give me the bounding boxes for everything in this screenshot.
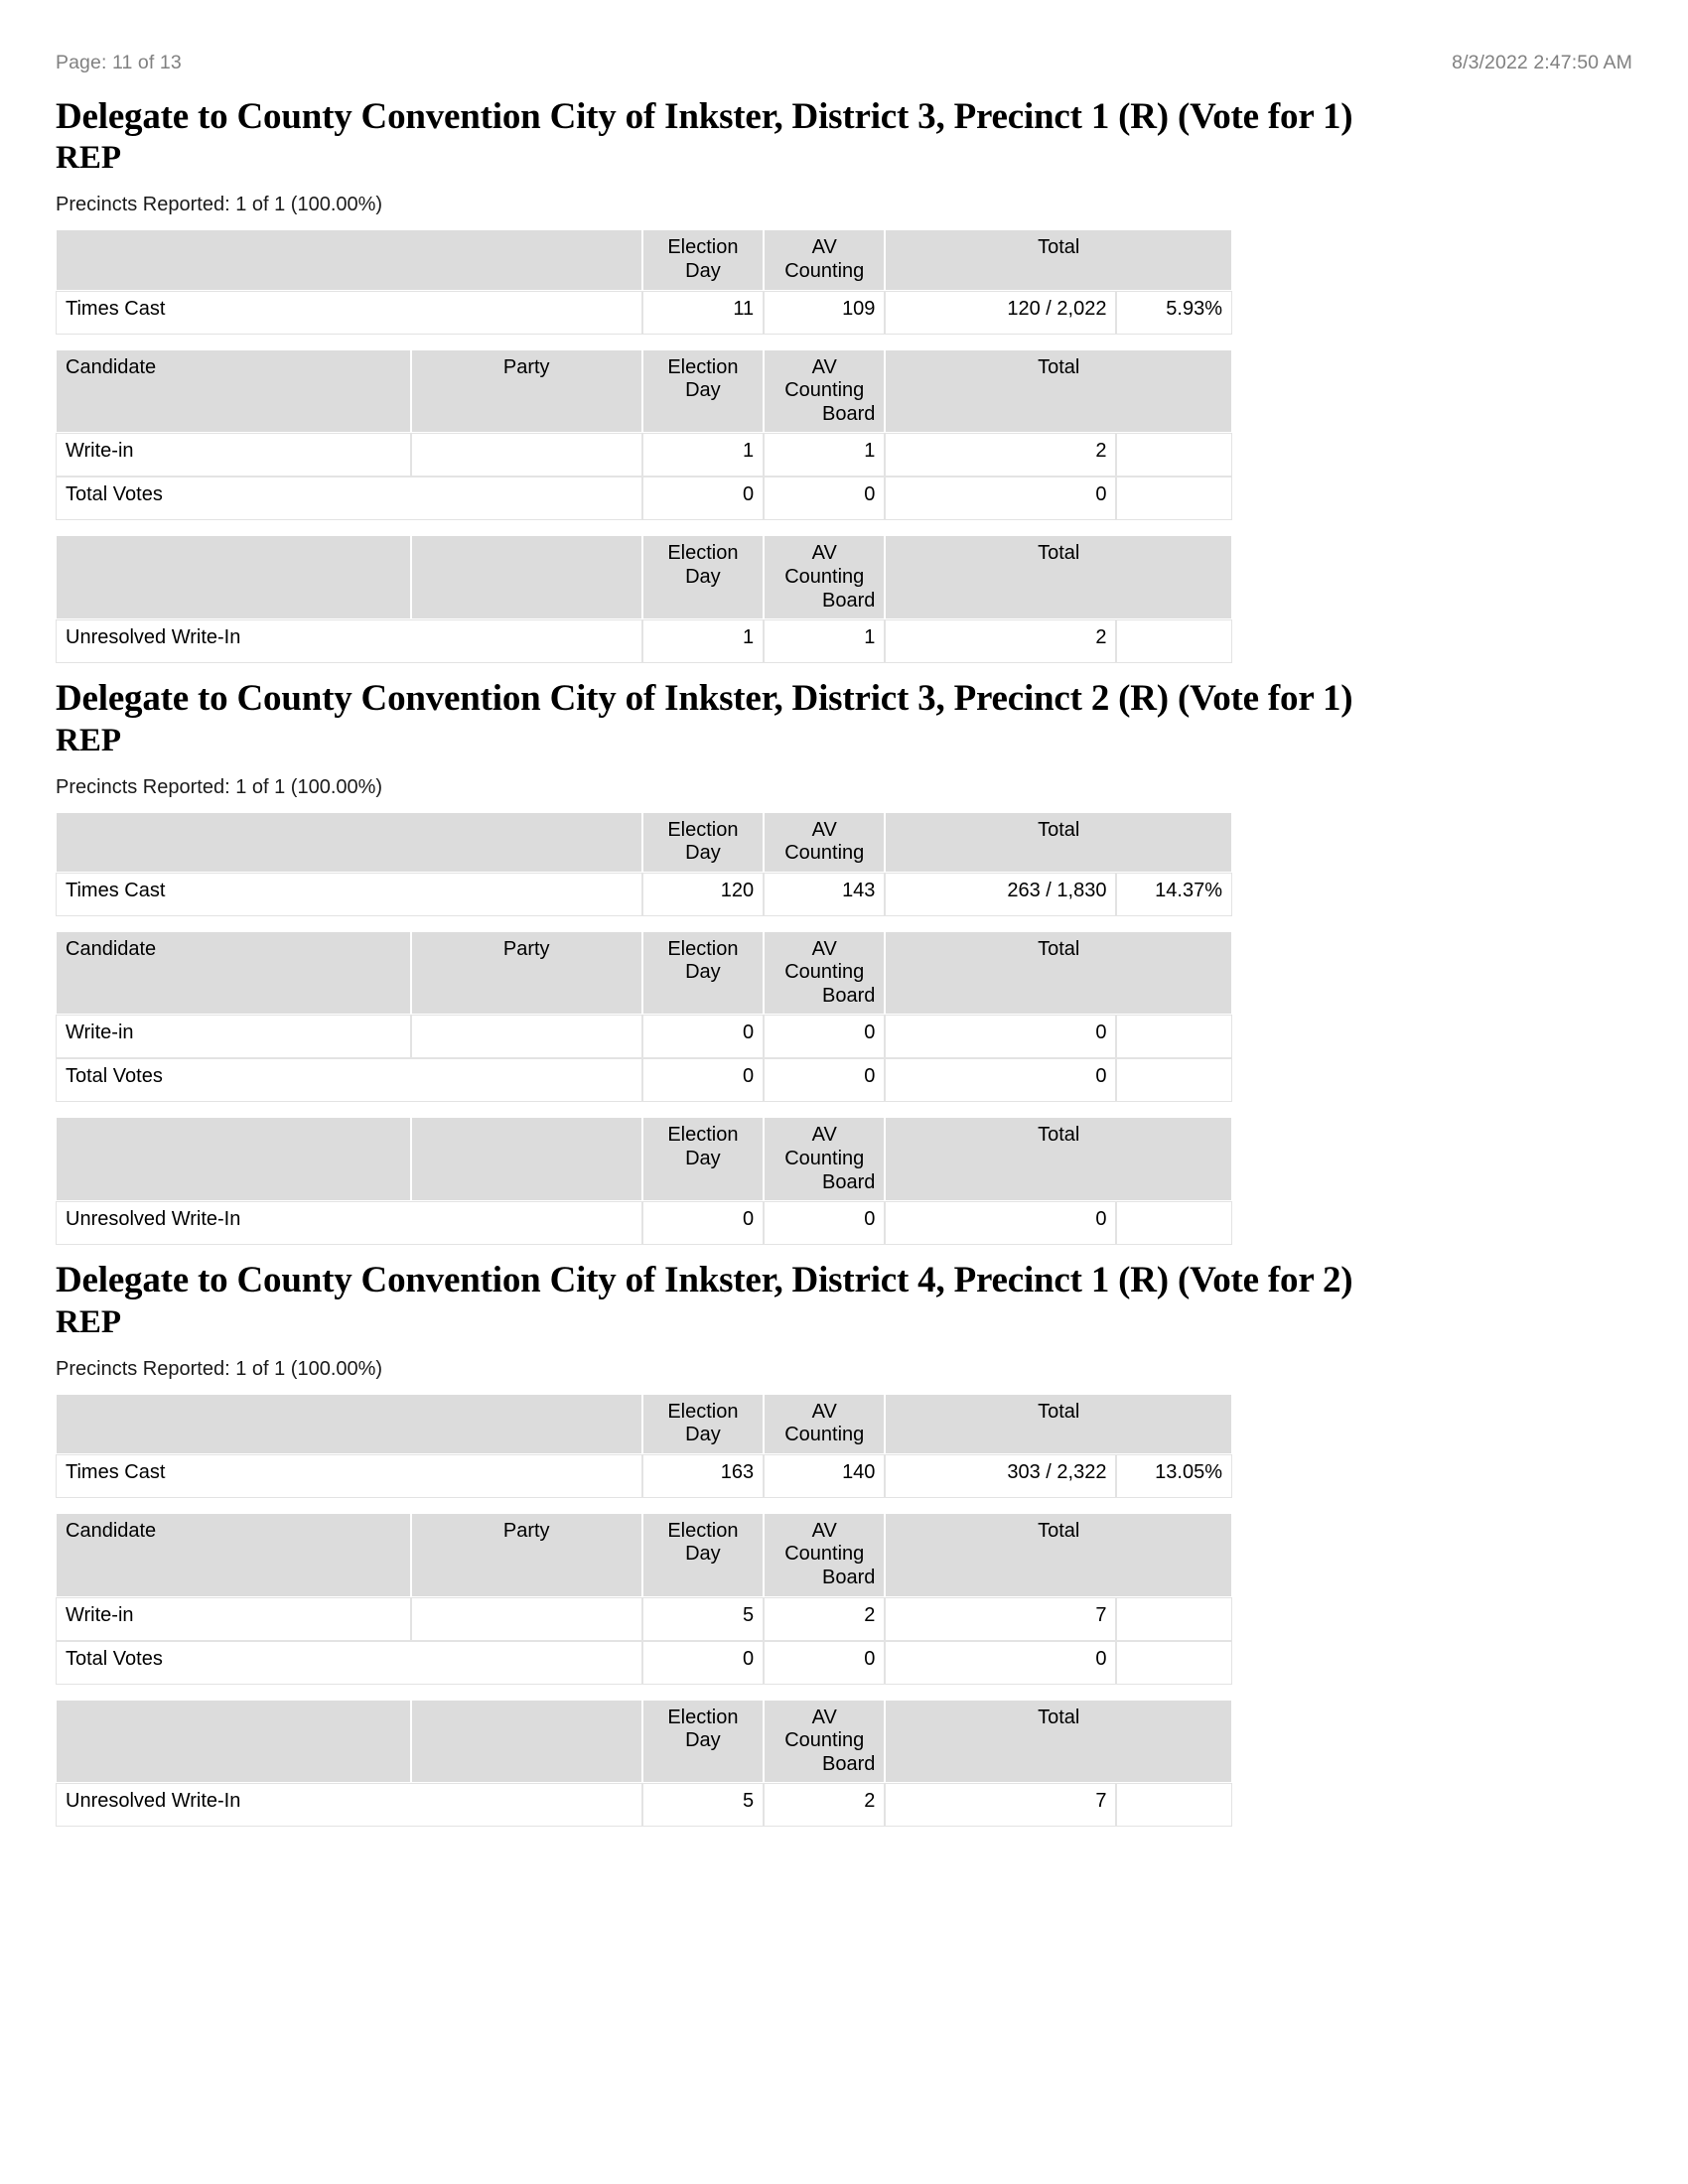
unresolved-election-day-value: 1 (642, 619, 764, 663)
turnout-av-counting-value: 109 (764, 291, 885, 335)
contest-title: Delegate to County Convention City of Inkster, District 3, Precinct 2 (R) (Vote for 1) (56, 678, 1353, 720)
table-row (56, 1201, 1232, 1245)
candidate-header-av-counting-board (764, 931, 885, 1016)
candidate-name: Write-in (56, 1597, 411, 1641)
turnout-percent-value: 13.05% (1116, 1454, 1232, 1498)
total-votes-av-counting-board-value: 0 (764, 1058, 885, 1102)
av-counting-line-2: Board (822, 1567, 876, 1588)
turnout-total-value: 303 / 2,322 (885, 1454, 1116, 1498)
contest-block (56, 678, 1632, 1245)
turnout-av-counting-value: 140 (764, 1454, 885, 1498)
total-votes-election-day-value: 0 (642, 1058, 764, 1102)
total-votes-percent-value (1116, 1641, 1232, 1685)
candidate-header-election-day: Election Day (642, 931, 764, 1016)
page-header (56, 52, 1632, 74)
contest-title: Delegate to County Convention City of Inkster, District 3, Precinct 1 (R) (Vote for 1) (56, 96, 1353, 137)
unresolved-header-av-counting-board (764, 535, 885, 619)
unresolved-header-blank-2 (411, 535, 642, 619)
precincts-reported: Precincts Reported: 1 of 1 (100.00%) (56, 775, 383, 798)
turnout-header-av-counting: AV Counting (764, 1394, 885, 1454)
unresolved-row-label: Unresolved Write-In (56, 619, 642, 663)
turnout-election-day-value: 120 (642, 873, 764, 916)
contest-party-label: REP (56, 722, 121, 758)
candidate-table (56, 1513, 1232, 1685)
candidate-header-candidate: Candidate (56, 1513, 411, 1597)
total-votes-label: Total Votes (56, 477, 642, 520)
av-counting-line-1: AV Counting (784, 355, 865, 402)
unresolved-total-value: 0 (885, 1201, 1116, 1245)
turnout-election-day-value: 163 (642, 1454, 764, 1498)
contest-party-label: REP (56, 140, 121, 177)
unresolved-percent-value (1116, 619, 1232, 663)
table-row (56, 477, 1232, 520)
unresolved-total-value: 7 (885, 1783, 1116, 1827)
candidate-header-total: Total (885, 931, 1232, 1016)
unresolved-percent-value (1116, 1201, 1232, 1245)
turnout-percent-value: 14.37% (1116, 873, 1232, 916)
table-row (56, 619, 1232, 663)
turnout-header-election-day: Election Day (642, 812, 764, 873)
candidate-header-total: Total (885, 349, 1232, 434)
av-counting-line-2: Board (822, 1170, 876, 1193)
unresolved-header-blank-1 (56, 1117, 411, 1201)
total-votes-election-day-value: 0 (642, 477, 764, 520)
unresolved-write-in-table (56, 1700, 1232, 1828)
table-row (56, 1058, 1232, 1102)
candidate-header-party: Party (411, 931, 642, 1016)
unresolved-av-counting-board-value: 1 (764, 619, 885, 663)
page-number-label: Page: 11 of 13 (56, 52, 182, 73)
table-row (56, 1597, 1232, 1641)
table-row (56, 873, 1232, 916)
table-row (56, 1454, 1232, 1498)
contest-block (56, 1260, 1632, 1827)
av-counting-line-1: AV Counting (784, 1124, 865, 1170)
table-row (56, 291, 1232, 335)
candidate-av-counting-board-value: 2 (764, 1597, 885, 1641)
total-votes-total-value: 0 (885, 1058, 1116, 1102)
unresolved-header-total: Total (885, 1117, 1232, 1201)
total-votes-election-day-value: 0 (642, 1641, 764, 1685)
table-row (56, 1015, 1232, 1058)
candidate-table (56, 349, 1232, 521)
unresolved-header-total: Total (885, 535, 1232, 619)
candidate-election-day-value: 5 (642, 1597, 764, 1641)
turnout-row-label: Times Cast (56, 873, 642, 916)
contest-title: Delegate to County Convention City of Inkster, District 4, Precinct 1 (R) (Vote for 2) (56, 1260, 1353, 1301)
turnout-header-blank (56, 812, 642, 873)
turnout-header-av-counting: AV Counting (764, 229, 885, 290)
turnout-av-counting-value: 143 (764, 873, 885, 916)
av-counting-line-2: Board (822, 984, 876, 1007)
turnout-header-av-counting: AV Counting (764, 812, 885, 873)
candidate-header-av-counting-board (764, 1513, 885, 1597)
candidate-party (411, 1597, 642, 1641)
turnout-header-election-day: Election Day (642, 229, 764, 290)
candidate-percent-value (1116, 1015, 1232, 1058)
turnout-row-label: Times Cast (56, 1454, 642, 1498)
contest-block (56, 96, 1632, 663)
unresolved-write-in-table (56, 535, 1232, 663)
report-timestamp: 8/3/2022 2:47:50 AM (1452, 52, 1632, 73)
av-counting-line-1: AV Counting (784, 937, 865, 984)
unresolved-total-value: 2 (885, 619, 1116, 663)
unresolved-row-label: Unresolved Write-In (56, 1783, 642, 1827)
unresolved-header-av-counting-board (764, 1700, 885, 1784)
total-votes-label: Total Votes (56, 1058, 642, 1102)
av-counting-line-1: AV Counting (784, 1519, 865, 1566)
turnout-header-total: Total (885, 1394, 1232, 1454)
candidate-header-election-day: Election Day (642, 349, 764, 434)
candidate-header-candidate: Candidate (56, 931, 411, 1016)
unresolved-header-total: Total (885, 1700, 1232, 1784)
turnout-header-blank (56, 1394, 642, 1454)
unresolved-av-counting-board-value: 2 (764, 1783, 885, 1827)
total-votes-total-value: 0 (885, 477, 1116, 520)
candidate-party (411, 1015, 642, 1058)
candidate-total-value: 7 (885, 1597, 1116, 1641)
turnout-header-total: Total (885, 229, 1232, 290)
turnout-header-total: Total (885, 812, 1232, 873)
turnout-table (56, 812, 1232, 916)
unresolved-header-election-day: Election Day (642, 1117, 764, 1201)
contest-party-label: REP (56, 1303, 121, 1340)
unresolved-av-counting-board-value: 0 (764, 1201, 885, 1245)
unresolved-row-label: Unresolved Write-In (56, 1201, 642, 1245)
total-votes-label: Total Votes (56, 1641, 642, 1685)
total-votes-percent-value (1116, 477, 1232, 520)
table-row (56, 1783, 1232, 1827)
total-votes-percent-value (1116, 1058, 1232, 1102)
candidate-header-av-counting-board (764, 349, 885, 434)
unresolved-write-in-table (56, 1117, 1232, 1245)
precincts-reported: Precincts Reported: 1 of 1 (100.00%) (56, 194, 383, 216)
turnout-election-day-value: 11 (642, 291, 764, 335)
turnout-percent-value: 5.93% (1116, 291, 1232, 335)
candidate-percent-value (1116, 1597, 1232, 1641)
unresolved-percent-value (1116, 1783, 1232, 1827)
candidate-header-party: Party (411, 349, 642, 434)
candidate-name: Write-in (56, 433, 411, 477)
unresolved-header-av-counting-board (764, 1117, 885, 1201)
candidate-header-candidate: Candidate (56, 349, 411, 434)
total-votes-av-counting-board-value: 0 (764, 477, 885, 520)
candidate-header-party: Party (411, 1513, 642, 1597)
total-votes-av-counting-board-value: 0 (764, 1641, 885, 1685)
turnout-total-value: 263 / 1,830 (885, 873, 1116, 916)
candidate-party (411, 433, 642, 477)
contests-container (56, 96, 1632, 1827)
unresolved-header-blank-1 (56, 1700, 411, 1784)
turnout-row-label: Times Cast (56, 291, 642, 335)
av-counting-line-2: Board (822, 1752, 876, 1775)
candidate-header-total: Total (885, 1513, 1232, 1597)
candidate-total-value: 0 (885, 1015, 1116, 1058)
unresolved-header-blank-1 (56, 535, 411, 619)
turnout-table (56, 1394, 1232, 1498)
av-counting-line-2: Board (822, 402, 876, 425)
table-row (56, 433, 1232, 477)
unresolved-header-election-day: Election Day (642, 1700, 764, 1784)
turnout-table (56, 229, 1232, 334)
candidate-table (56, 931, 1232, 1103)
unresolved-election-day-value: 5 (642, 1783, 764, 1827)
turnout-header-election-day: Election Day (642, 1394, 764, 1454)
turnout-total-value: 120 / 2,022 (885, 291, 1116, 335)
candidate-av-counting-board-value: 0 (764, 1015, 885, 1058)
candidate-header-election-day: Election Day (642, 1513, 764, 1597)
unresolved-election-day-value: 0 (642, 1201, 764, 1245)
table-row (56, 1641, 1232, 1685)
av-counting-line-1: AV Counting (784, 542, 865, 588)
candidate-name: Write-in (56, 1015, 411, 1058)
total-votes-total-value: 0 (885, 1641, 1116, 1685)
av-counting-line-1: AV Counting (784, 1706, 865, 1752)
candidate-percent-value (1116, 433, 1232, 477)
candidate-total-value: 2 (885, 433, 1116, 477)
unresolved-header-blank-2 (411, 1117, 642, 1201)
precincts-reported: Precincts Reported: 1 of 1 (100.00%) (56, 1357, 383, 1380)
av-counting-line-2: Board (822, 589, 876, 612)
candidate-election-day-value: 0 (642, 1015, 764, 1058)
unresolved-header-election-day: Election Day (642, 535, 764, 619)
candidate-election-day-value: 1 (642, 433, 764, 477)
candidate-av-counting-board-value: 1 (764, 433, 885, 477)
unresolved-header-blank-2 (411, 1700, 642, 1784)
turnout-header-blank (56, 229, 642, 290)
